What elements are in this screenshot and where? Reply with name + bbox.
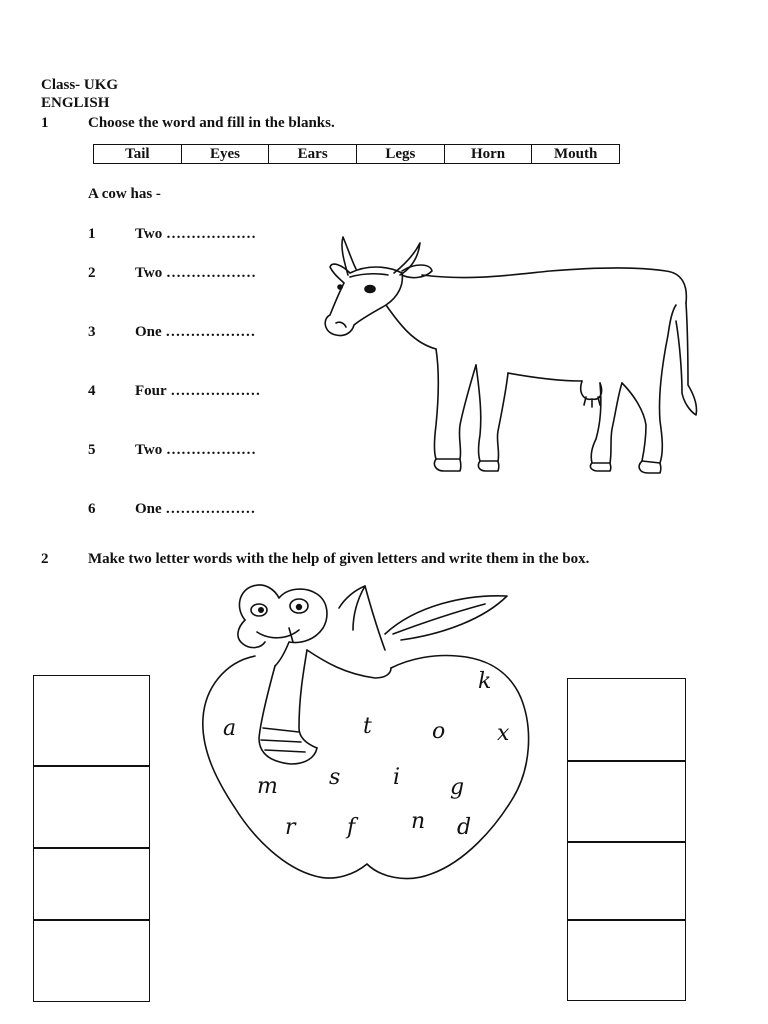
blank-count: One	[135, 324, 162, 340]
answer-box-right-3[interactable]	[567, 841, 686, 921]
word-bank-cell: Eyes	[182, 145, 270, 163]
blank-number: 4	[88, 383, 96, 399]
answer-box-right-1[interactable]	[567, 678, 686, 762]
apple-worm-drawing	[195, 578, 540, 888]
blank-line[interactable]: ………………	[165, 265, 256, 281]
answer-box-left-3[interactable]	[33, 847, 150, 921]
blank-row-4	[88, 383, 260, 400]
answer-box-right-2[interactable]	[567, 760, 686, 843]
word-bank-cell: Tail	[94, 145, 182, 163]
word-bank-table	[93, 144, 620, 164]
blank-number: 1	[88, 226, 96, 242]
blank-line[interactable]: ………………	[165, 226, 256, 242]
question-2-number: 2	[41, 551, 49, 567]
apple-letter: n	[411, 809, 426, 834]
answer-box-left-2[interactable]	[33, 765, 150, 849]
apple-letter: t	[363, 714, 372, 739]
apple-letter: a	[223, 716, 237, 741]
blank-number: 5	[88, 442, 96, 458]
blank-count: Four	[135, 383, 167, 399]
apple-letter: f	[347, 815, 356, 840]
blank-line[interactable]: ………………	[165, 324, 256, 340]
word-bank-cell: Ears	[269, 145, 357, 163]
blank-row-5	[88, 442, 256, 459]
blank-line[interactable]: ………………	[170, 383, 261, 399]
cow-drawing	[310, 225, 710, 485]
blank-count: Two	[135, 442, 163, 458]
apple-letter: g	[450, 775, 465, 800]
question-1-number: 1	[41, 115, 49, 131]
blank-number: 3	[88, 324, 96, 340]
apple-letter: k	[478, 669, 492, 694]
blank-count: One	[135, 501, 162, 517]
word-bank-cell: Horn	[445, 145, 533, 163]
blank-number: 2	[88, 265, 96, 281]
blank-count: Two	[135, 226, 163, 242]
apple-letter: x	[497, 721, 510, 746]
question-2-instruction: Make two letter words with the help of given letters and write them in the box.	[88, 551, 590, 567]
blank-count: Two	[135, 265, 163, 281]
answer-box-right-4[interactable]	[567, 919, 686, 1001]
word-bank-cell: Legs	[357, 145, 445, 163]
blank-row-6	[88, 501, 255, 518]
subject-label: ENGLISH	[41, 95, 110, 111]
question-1-instruction: Choose the word and fill in the blanks.	[88, 115, 335, 131]
apple-letter: o	[432, 719, 446, 744]
blank-row-2	[88, 265, 256, 282]
apple-letter: d	[457, 815, 472, 840]
apple-letter: i	[393, 765, 401, 790]
blank-line[interactable]: ………………	[165, 442, 256, 458]
apple-letter: m	[257, 774, 278, 799]
blank-row-3	[88, 324, 255, 341]
blank-number: 6	[88, 501, 96, 517]
word-bank-cell: Mouth	[554, 146, 598, 162]
answer-box-left-1[interactable]	[33, 675, 150, 767]
class-label: Class- UKG	[41, 77, 119, 93]
lead-text: A cow has -	[88, 186, 161, 202]
blank-line[interactable]: ………………	[165, 501, 256, 517]
apple-letter: s	[329, 765, 341, 790]
blank-row-1	[88, 226, 256, 243]
apple-letter: r	[285, 815, 296, 840]
answer-box-left-4[interactable]	[33, 919, 150, 1002]
